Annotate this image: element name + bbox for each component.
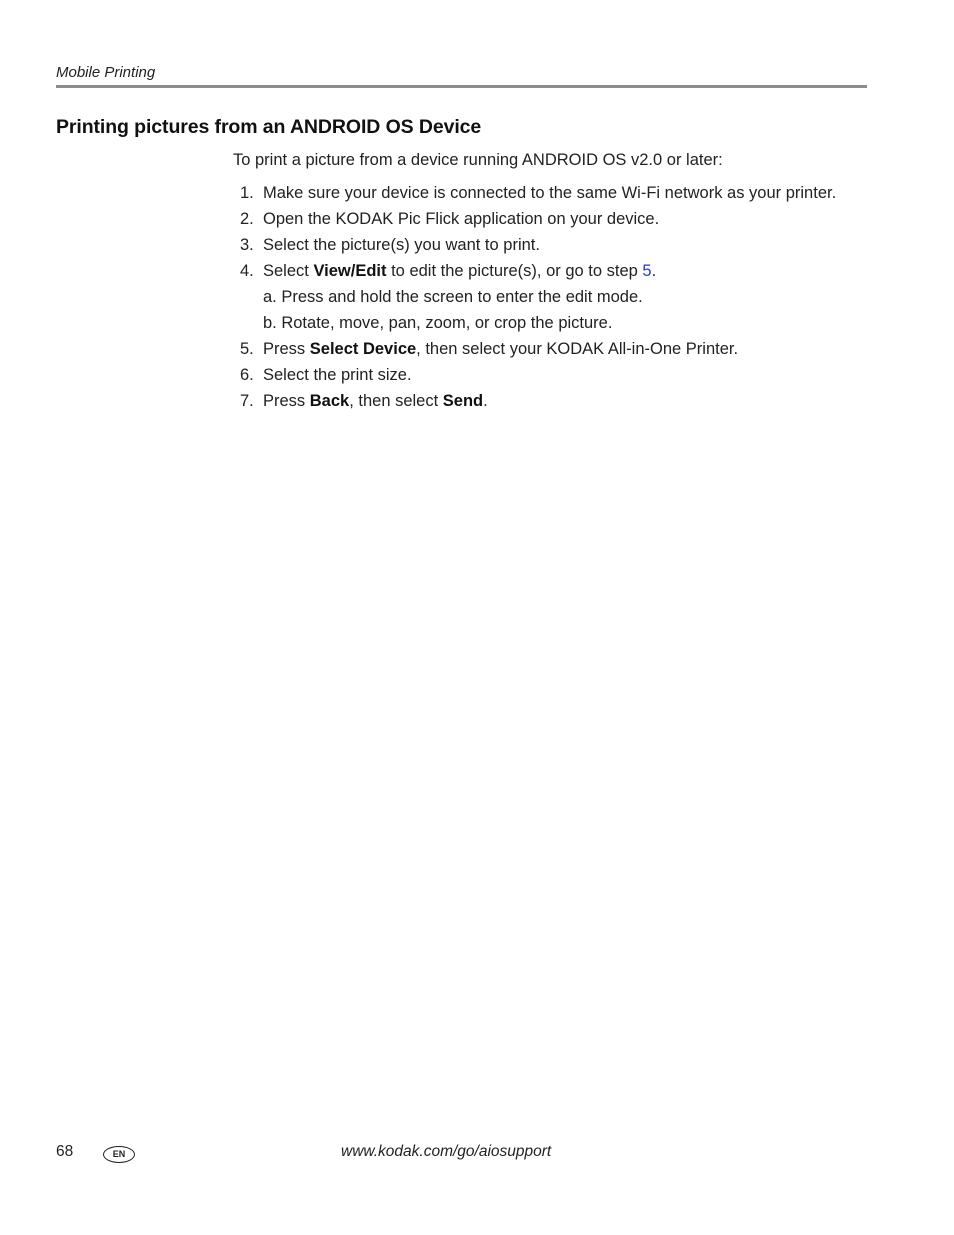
running-header: Mobile Printing [56, 64, 156, 81]
step-text-mid: , then select [349, 392, 443, 410]
page-number: 68 [56, 1143, 74, 1160]
step-text: Select the print size. [263, 366, 412, 384]
step-3 [233, 232, 873, 258]
step-4b [233, 310, 873, 336]
step-text [263, 258, 656, 284]
header-rule [56, 85, 867, 88]
step-4a [233, 284, 873, 310]
step-text-mid: to edit the picture(s), or go to step [386, 262, 643, 280]
step-number: 7. [240, 392, 254, 410]
step-text: Make sure your device is connected to the same Wi-Fi network as your printer. [263, 184, 837, 202]
step-number: 3. [240, 236, 254, 254]
step-1 [233, 180, 873, 206]
view-edit-label: View/Edit [313, 262, 387, 280]
step-text-pre: Press [263, 340, 310, 358]
step-5-link[interactable]: 5 [642, 262, 652, 280]
step-text-post: . [483, 392, 488, 410]
select-device-label: Select Device [309, 340, 417, 358]
step-7 [233, 388, 873, 414]
step-4 [233, 258, 873, 284]
step-text-pre: Press [263, 392, 310, 410]
back-label: Back [309, 392, 350, 410]
step-6 [233, 362, 873, 388]
substep-text: a. Press and hold the screen to enter the edit mode. [263, 288, 643, 306]
step-text [263, 336, 738, 362]
step-text: Open the KODAK Pic Flick application on your device. [263, 210, 660, 228]
step-number: 2. [240, 210, 254, 228]
step-number: 1. [240, 184, 254, 202]
step-5 [233, 336, 873, 362]
step-number: 4. [240, 262, 254, 280]
step-number: 5. [240, 340, 254, 358]
step-text: Select the picture(s) you want to print. [263, 236, 540, 254]
language-badge: EN [103, 1146, 135, 1163]
send-label: Send [442, 392, 484, 410]
step-text [263, 388, 488, 414]
intro-text: To print a picture from a device running ANDROID OS v2.0 or later: [233, 151, 723, 169]
steps-list [233, 180, 873, 414]
section-title: Printing pictures from an ANDROID OS Device [56, 116, 482, 138]
step-number: 6. [240, 366, 254, 384]
support-url: www.kodak.com/go/aiosupport [341, 1143, 552, 1160]
step-text-post: , then select your KODAK All-in-One Printer. [416, 340, 739, 358]
substep-text: b. Rotate, move, pan, zoom, or crop the picture. [263, 314, 613, 332]
step-text-pre: Select [263, 262, 314, 280]
step-2 [233, 206, 873, 232]
step-text-post: . [651, 262, 657, 280]
